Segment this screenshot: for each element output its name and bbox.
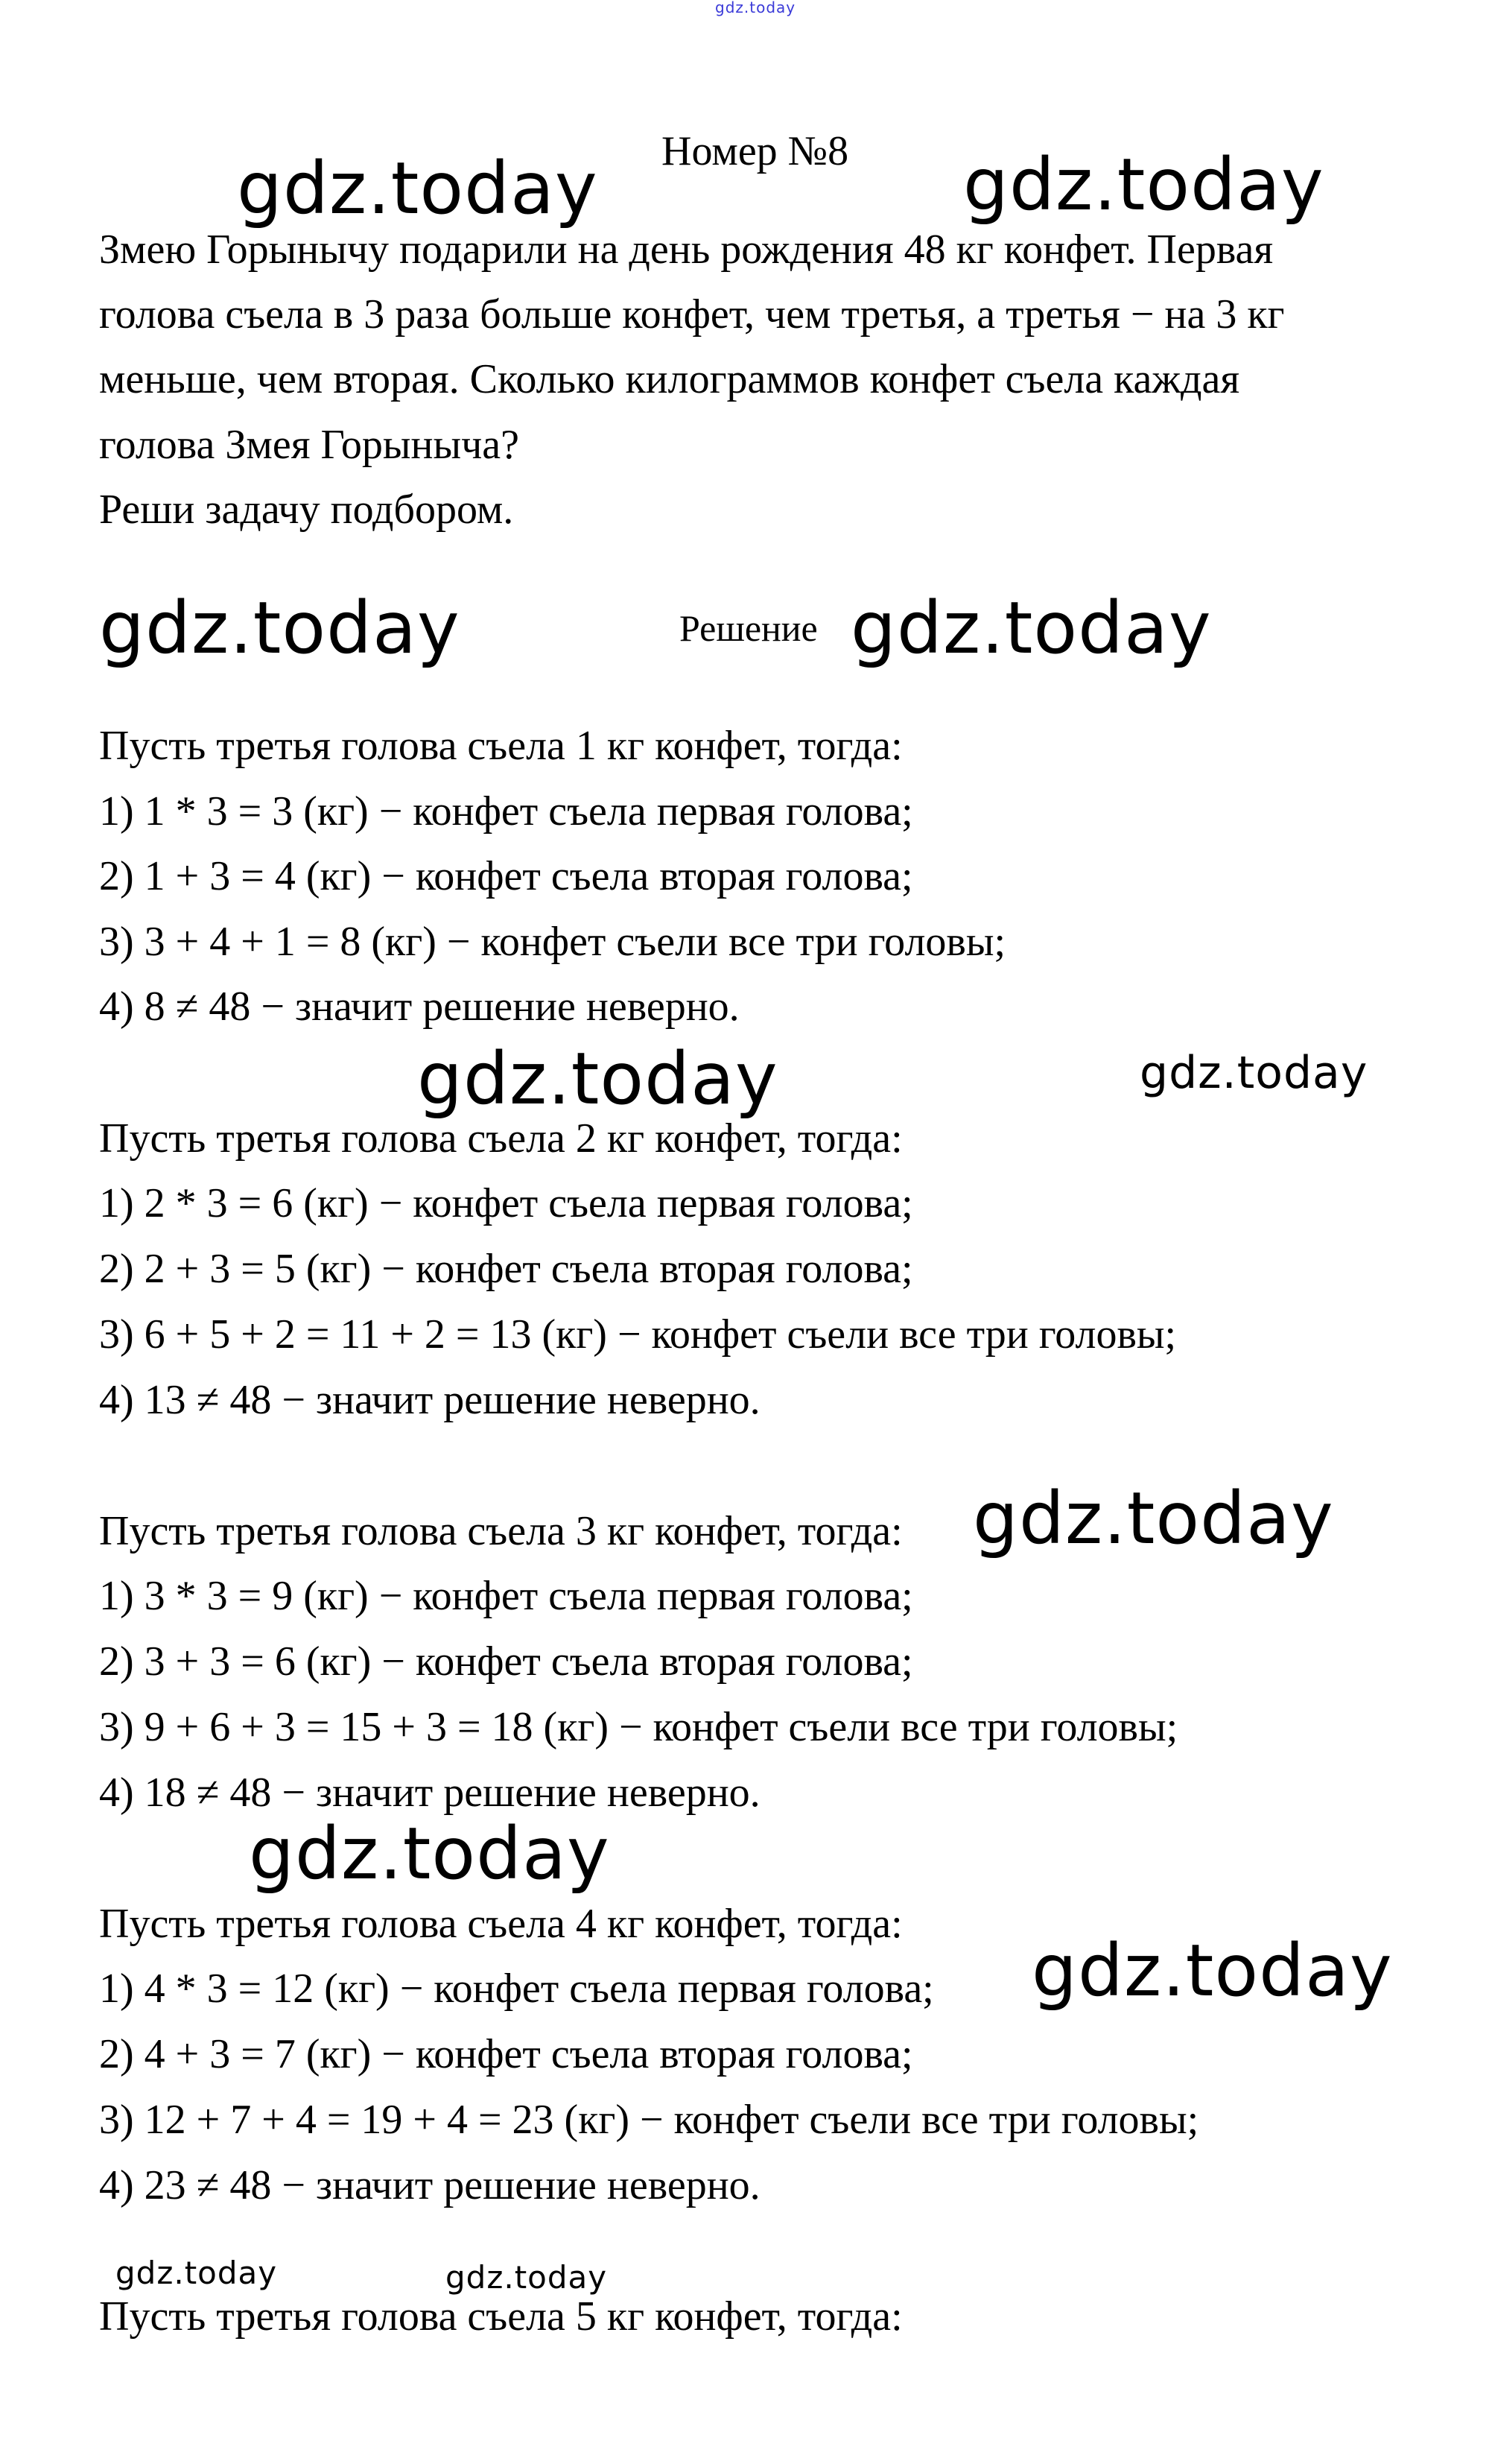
attempt-step: 2) 1 + 3 = 4 (кг) − конфет съела вторая голова;: [99, 853, 913, 899]
problem-instruction: Реши задачу подбором.: [99, 487, 514, 533]
watermark: gdz.today: [417, 1037, 778, 1121]
page-title: Номер №8: [661, 128, 849, 174]
attempt-step: 1) 4 * 3 = 12 (кг) − конфет съела первая голова;: [99, 1966, 934, 2012]
attempt-intro: Пусть третья голова съела 5 кг конфет, тогда:: [99, 2293, 903, 2340]
solution-heading: Решение: [679, 607, 818, 649]
attempt-intro: Пусть третья голова съела 1 кг конфет, тогда:: [99, 723, 903, 769]
attempt-step: 3) 3 + 4 + 1 = 8 (кг) − конфет съели все три головы;: [99, 919, 1006, 965]
attempt-conclusion: 4) 23 ≠ 48 − значит решение неверно.: [99, 2162, 761, 2208]
attempt-step: 1) 2 * 3 = 6 (кг) − конфет съела первая голова;: [99, 1180, 913, 1226]
watermark: gdz.today: [973, 1477, 1334, 1560]
problem-line: меньше, чем вторая. Сколько килограммов конфет съела каждая: [99, 356, 1240, 402]
watermark: gdz.today: [851, 586, 1212, 670]
attempt-step: 1) 3 * 3 = 9 (кг) − конфет съела первая голова;: [99, 1573, 913, 1619]
attempt-step: 1) 1 * 3 = 3 (кг) − конфет съела первая голова;: [99, 788, 913, 834]
watermark-top: gdz.today: [715, 0, 796, 16]
watermark: gdz.today: [237, 147, 598, 230]
watermark: gdz.today: [249, 1812, 610, 1895]
attempt-step: 2) 2 + 3 = 5 (кг) − конфет съела вторая голова;: [99, 1246, 913, 1292]
problem-line: голова съела в 3 раза больше конфет, чем третья, а третья − на 3 кг: [99, 291, 1285, 338]
watermark: gdz.today: [99, 586, 460, 670]
watermark: gdz.today: [1032, 1929, 1393, 2012]
attempt-step: 3) 6 + 5 + 2 = 11 + 2 = 13 (кг) − конфет съели все три головы;: [99, 1311, 1177, 1358]
attempt-intro: Пусть третья голова съела 4 кг конфет, тогда:: [99, 1901, 903, 1947]
attempt-conclusion: 4) 8 ≠ 48 − значит решение неверно.: [99, 984, 740, 1030]
watermark: gdz.today: [115, 2255, 278, 2291]
attempt-conclusion: 4) 13 ≠ 48 − значит решение неверно.: [99, 1377, 761, 1423]
watermark: gdz.today: [1140, 1047, 1368, 1099]
attempt-step: 3) 9 + 6 + 3 = 15 + 3 = 18 (кг) − конфет съели все три головы;: [99, 1704, 1178, 1750]
problem-line: голова Змея Горыныча?: [99, 422, 519, 468]
watermark: gdz.today: [963, 143, 1324, 227]
watermark: gdz.today: [445, 2259, 608, 2296]
attempt-step: 3) 12 + 7 + 4 = 19 + 4 = 23 (кг) − конфет съели все три головы;: [99, 2097, 1199, 2143]
attempt-intro: Пусть третья голова съела 2 кг конфет, тогда:: [99, 1115, 903, 1162]
problem-line: Змею Горынычу подарили на день рождения 48 кг конфет. Первая: [99, 227, 1274, 273]
attempt-step: 2) 4 + 3 = 7 (кг) − конфет съела вторая голова;: [99, 2031, 913, 2077]
attempt-conclusion: 4) 18 ≠ 48 − значит решение неверно.: [99, 1770, 761, 1816]
attempt-intro: Пусть третья голова съела 3 кг конфет, тогда:: [99, 1508, 903, 1554]
attempt-step: 2) 3 + 3 = 6 (кг) − конфет съела вторая голова;: [99, 1638, 913, 1685]
